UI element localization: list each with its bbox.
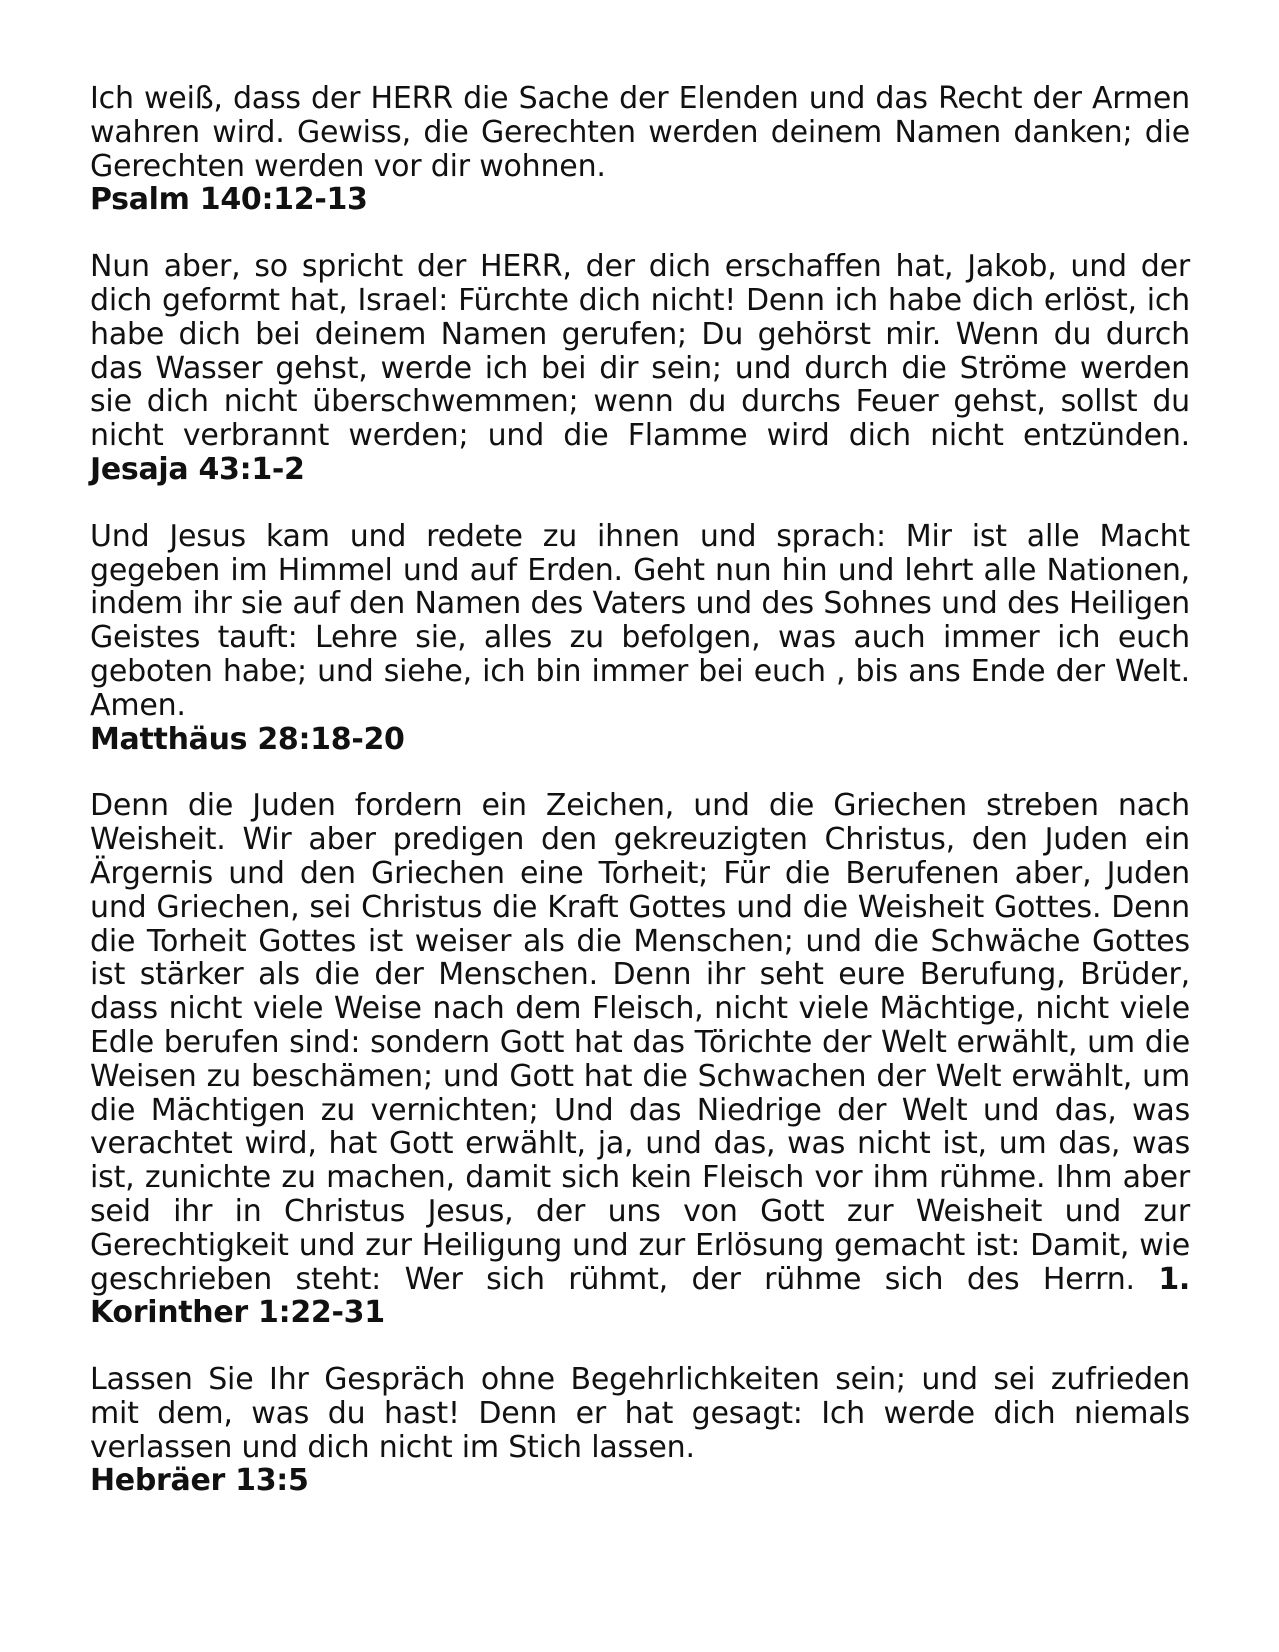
passage-reference: Psalm 140:12-13	[90, 182, 368, 218]
passage-reference: 1. Korinther 1:22-31	[90, 1261, 1190, 1331]
passage-text: Denn die Juden fordern ein Zeichen, und die Griechen streben nach Weisheit. Wir aber predigen den gekreuzigten Christus, den Juden ein Ärgernis und den Griechen eine Torheit; Für die Berufenen aber, Juden und Griechen, sei Christus die Kraft Gottes und die Weisheit Gottes. Denn die Torheit Gottes ist weiser als die Menschen; und die Schwäche Gottes ist stärker als die der Menschen. Denn ihr seht eure Berufung, Brüder, dass nicht viele Weise nach dem Fleisch, nicht viele Mächtige, nicht viele Edle berufen sind: sondern Gott hat das Törichte der Welt erwählt, um die Weisen zu beschämen; und Gott hat die Schwachen der Welt erwählt, um die Mächtigen zu vernichten; Und das Niedrige der Welt und das, was verachtet wird, hat Gott erwählt, ja, und das, was nicht ist, um das, was ist, zunichte zu machen, damit sich kein Fleisch vor ihm rühme. Ihm aber seid ihr in Christus Jesus, der uns von Gott zur Weisheit und zur Gerechtigkeit und zur Heiligung und zur Erlösung gemacht ist: Damit, wie geschrieben steht: Wer sich rühmt, der rühme sich des Herrn.	[90, 788, 1190, 1297]
passage-psalm	[90, 82, 1190, 217]
passage-reference: Jesaja 43:1-2	[90, 451, 305, 487]
passage-hebraeer	[90, 1363, 1190, 1498]
passage-text: Ich weiß, dass der HERR die Sache der Elenden und das Recht der Armen wahren wird. Gewiss, die Gerechten werden deinem Namen danken; die Gerechten werden vor dir wohnen.	[90, 81, 1190, 184]
passage-reference: Matthäus 28:18-20	[90, 721, 405, 757]
passage-jesaja	[90, 250, 1190, 487]
passage-text: Lassen Sie Ihr Gespräch ohne Begehrlichkeiten sein; und sei zufrieden mit dem, was du hast! Denn er hat gesagt: Ich werde dich niemals verlassen und dich nicht im Stich lassen.	[90, 1362, 1190, 1465]
scripture-page	[90, 82, 1190, 1531]
passage-reference: Hebräer 13:5	[90, 1463, 309, 1499]
passage-text: Und Jesus kam und redete zu ihnen und sprach: Mir ist alle Macht gegeben im Himmel und auf Erden. Geht nun hin und lehrt alle Nationen, indem ihr sie auf den Namen des Vaters und des Sohnes und des Heiligen Geistes tauft: Lehre sie, alles zu befolgen, was auch immer ich euch geboten habe; und siehe, ich bin immer bei euch , bis ans Ende der Welt. Amen.	[90, 518, 1190, 723]
passage-text: Nun aber, so spricht der HERR, der dich erschaffen hat, Jakob, und der dich geformt hat, Israel: Fürchte dich nicht! Denn ich habe dich erlöst, ich habe dich bei deinem Namen gerufen; Du gehörst mir. Wenn du durch das Wasser gehst, werde ich bei dir sein; und durch die Ströme werden sie dich nicht überschwemmen; wenn du durchs Feuer gehst, sollst du nicht verbrannt werden; und die Flamme wird dich nicht entzünden.	[90, 249, 1190, 454]
passage-matthaeus	[90, 520, 1190, 757]
passage-korinther	[90, 789, 1190, 1330]
